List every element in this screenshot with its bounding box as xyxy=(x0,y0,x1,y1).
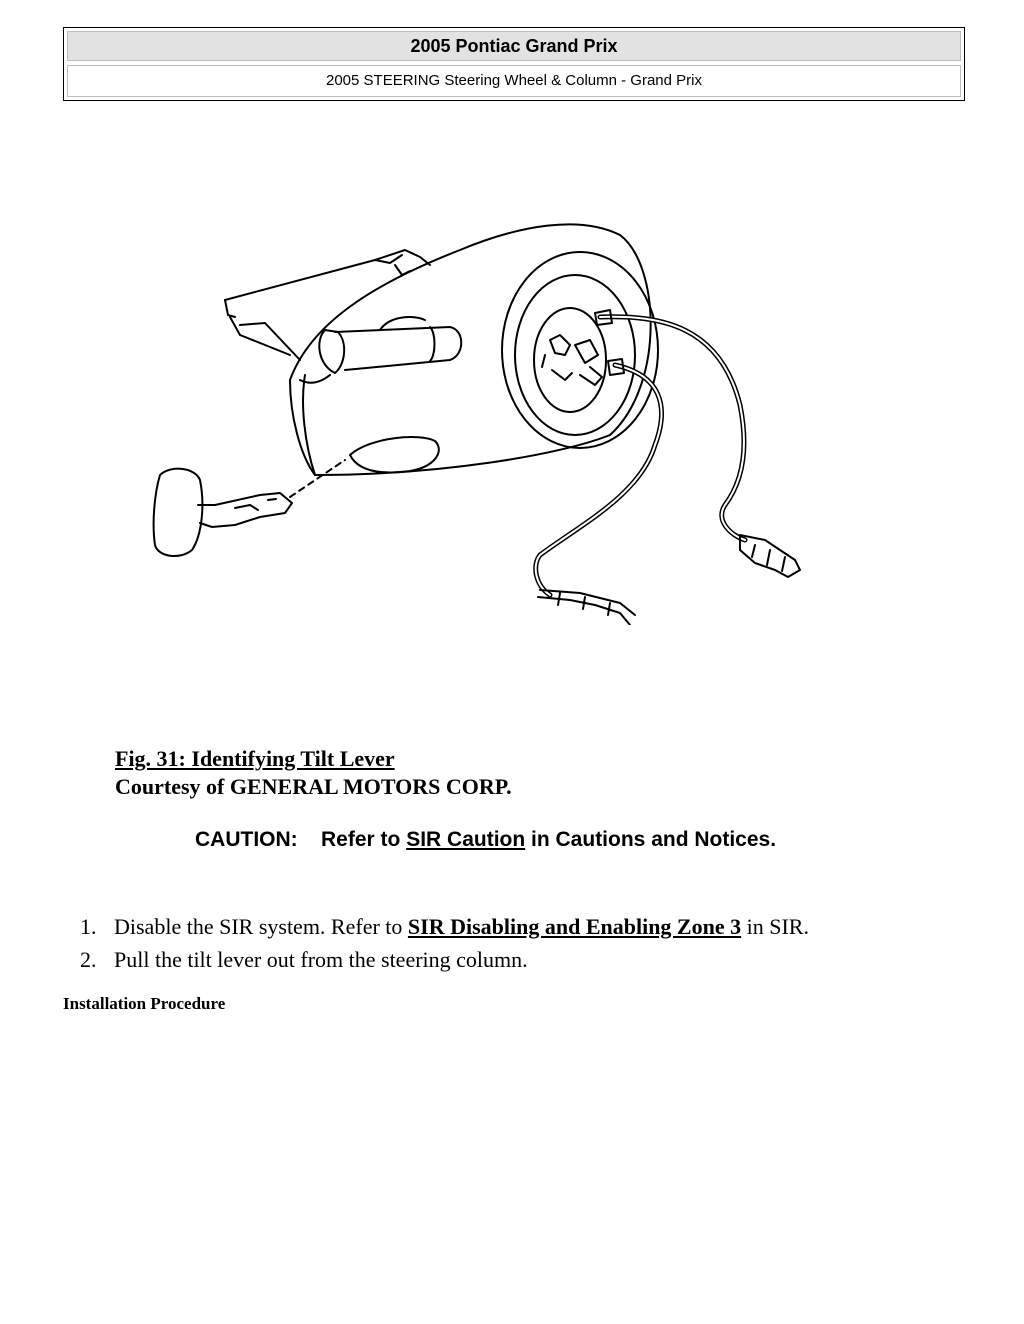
section-subtitle: 2005 STEERING Steering Wheel & Column - Grand Prix xyxy=(67,65,961,97)
figure-courtesy: Courtesy of GENERAL MOTORS CORP. xyxy=(115,774,512,799)
sir-caution-link[interactable]: SIR Caution xyxy=(406,828,526,851)
step-number: 1. xyxy=(80,914,97,939)
step-text-after: in SIR. xyxy=(741,914,809,939)
step-text: Disable the SIR system. Refer to xyxy=(114,914,408,939)
step-text: Pull the tilt lever out from the steering column. xyxy=(114,947,528,972)
removal-steps xyxy=(80,910,809,976)
step-number: 2. xyxy=(80,947,97,972)
caution-prefix: Refer to xyxy=(321,828,407,851)
caution-message xyxy=(321,826,781,853)
tilt-lever-illustration xyxy=(140,205,820,625)
installation-procedure-heading: Installation Procedure xyxy=(63,994,226,1013)
document-header xyxy=(63,27,965,101)
step-item xyxy=(80,910,809,943)
vehicle-title: 2005 Pontiac Grand Prix xyxy=(67,31,961,61)
step-item xyxy=(80,943,809,976)
caution-suffix: in Cautions and Notices. xyxy=(525,828,777,851)
figure-title-link[interactable]: Fig. 31: Identifying Tilt Lever xyxy=(115,746,395,771)
figure-caption xyxy=(115,745,512,801)
sir-disabling-link[interactable]: SIR Disabling and Enabling Zone 3 xyxy=(407,914,742,939)
caution-label: CAUTION: xyxy=(195,828,298,851)
